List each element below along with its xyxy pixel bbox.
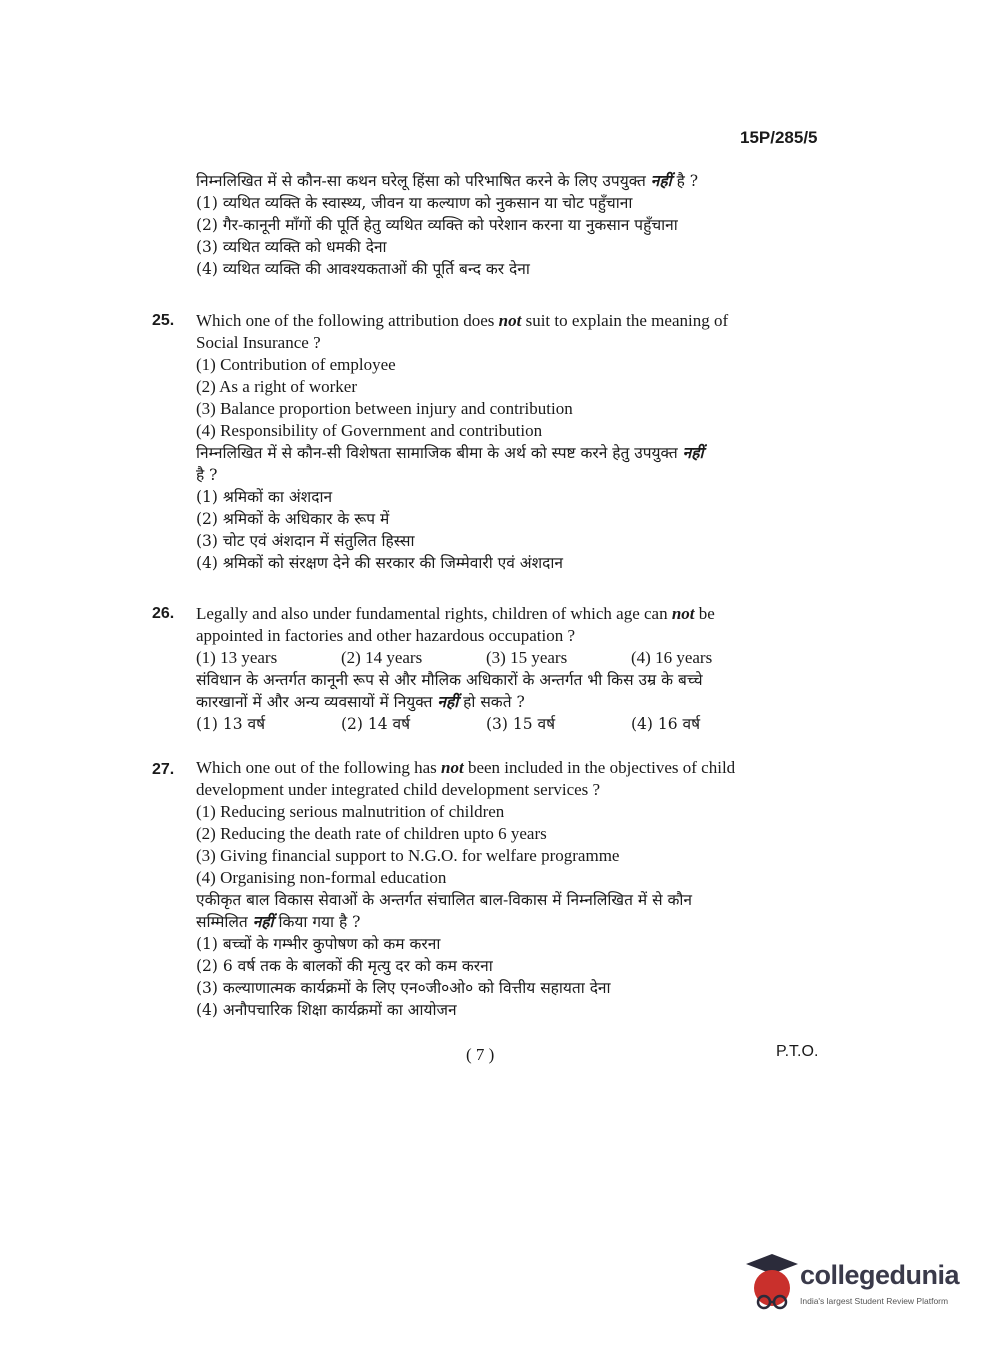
question-stem-hindi: संविधान के अन्तर्गत कानूनी रूप से और मौलिक अधिकारों के अन्तर्गत भी किस उम्र के बच्चे [196,671,703,689]
question-stem-line: appointed in factories and other hazardous occupation ? [196,626,576,645]
option: (4) व्यथित व्यक्ति की आवश्यकताओं की पूर्ति बन्द कर देना [196,260,530,278]
option: (2) Reducing the death rate of children upto 6 years [196,824,547,843]
question-number: 27. [152,761,175,778]
option: (3) कल्याणात्मक कार्यक्रमों के लिए एन०जी०ओ० को वित्तीय सहायता देना [196,979,611,997]
question-stem-hindi-line: कारखानों में और अन्य व्यवसायों में नियुक्त नहीं हो सकते ? [196,692,525,711]
option: (4) अनौपचारिक शिक्षा कार्यक्रमों का आयोजन [196,1001,457,1019]
option: (2) श्रमिकों के अधिकार के रूप में [196,510,390,528]
brand-tagline: India's largest Student Review Platform [800,1296,949,1306]
question-number: 26. [152,605,175,622]
question-stem-hindi-line: सम्मिलित नहीं किया गया है ? [196,912,361,931]
option: (2) 6 वर्ष तक के बालकों की मृत्यु दर को कम करना [196,957,493,975]
question-stem-hindi-line: है ? [196,466,218,484]
mascot-icon [742,1250,800,1320]
question-stem: Legally and also under fundamental rights, children of which age can not be [196,604,715,623]
question-stem: निम्नलिखित में से कौन-सा कथन घरेलू हिंसा को परिभाषित करने के लिए उपयुक्त नहीं है ? [196,171,699,190]
options-row [196,713,776,735]
option: (4) 16 वर्ष [631,715,701,733]
option: (3) 15 years [486,648,568,667]
option: (1) बच्चों के गम्भीर कुपोषण को कम करना [196,935,441,953]
option: (4) Organising non-formal education [196,868,447,887]
option: (2) गैर-कानूनी माँगों की पूर्ति हेतु व्यथित व्यक्ति को परेशान करना या नुकसान पहुँचाना [196,216,678,234]
question-27 [196,757,821,1021]
question-stem: Which one of the following attribution does not suit to explain the meaning of [196,311,729,330]
option: (1) 13 वर्ष [196,715,266,733]
brand-name: collegedunia [800,1260,960,1290]
option: (1) व्यथित व्यक्ति के स्वास्थ्य, जीवन या कल्याण को नुकसान या चोट पहुँचाना [196,194,633,212]
option: (4) श्रमिकों को संरक्षण देने की सरकार की जिम्मेवारी एवं अंशदान [196,554,564,572]
option: (4) Responsibility of Government and contribution [196,421,543,440]
option: (1) श्रमिकों का अंशदान [196,488,333,506]
collegedunia-logo [742,1250,972,1320]
option: (4) 16 years [631,648,713,667]
option: (1) 13 years [196,648,278,667]
option: (3) 15 वर्ष [486,715,556,733]
question-stem-line: Social Insurance ? [196,333,321,352]
paper-code: 15P/285/5 [740,128,818,147]
option: (3) व्यथित व्यक्ति को धमकी देना [196,238,387,256]
option: (2) 14 वर्ष [341,715,411,733]
option: (1) Contribution of employee [196,355,396,374]
question-25 [196,310,821,574]
page-number: ( 7 ) [466,1045,495,1064]
option: (3) Giving financial support to N.G.O. for welfare programme [196,846,620,865]
question-number: 25. [152,312,175,329]
option: (2) As a right of worker [196,377,357,396]
option: (2) 14 years [341,648,423,667]
question-stem-hindi: एकीकृत बाल विकास सेवाओं के अन्तर्गत संचालित बाल-विकास में निम्नलिखित में से कौन [196,891,692,909]
question-24-hindi [196,170,821,280]
pto-label: P.T.O. [776,1043,819,1060]
question-26 [196,603,821,735]
question-stem-line: development under integrated child development services ? [196,780,601,799]
question-stem: Which one out of the following has not been included in the objectives of child [196,758,736,777]
option: (1) Reducing serious malnutrition of children [196,802,505,821]
option: (3) चोट एवं अंशदान में संतुलित हिस्सा [196,532,415,550]
options-row [196,647,776,669]
question-stem-hindi: निम्नलिखित में से कौन-सी विशेषता सामाजिक बीमा के अर्थ को स्पष्ट करने हेतु उपयुक्त नहीं [196,443,704,462]
option: (3) Balance proportion between injury and contribution [196,399,573,418]
